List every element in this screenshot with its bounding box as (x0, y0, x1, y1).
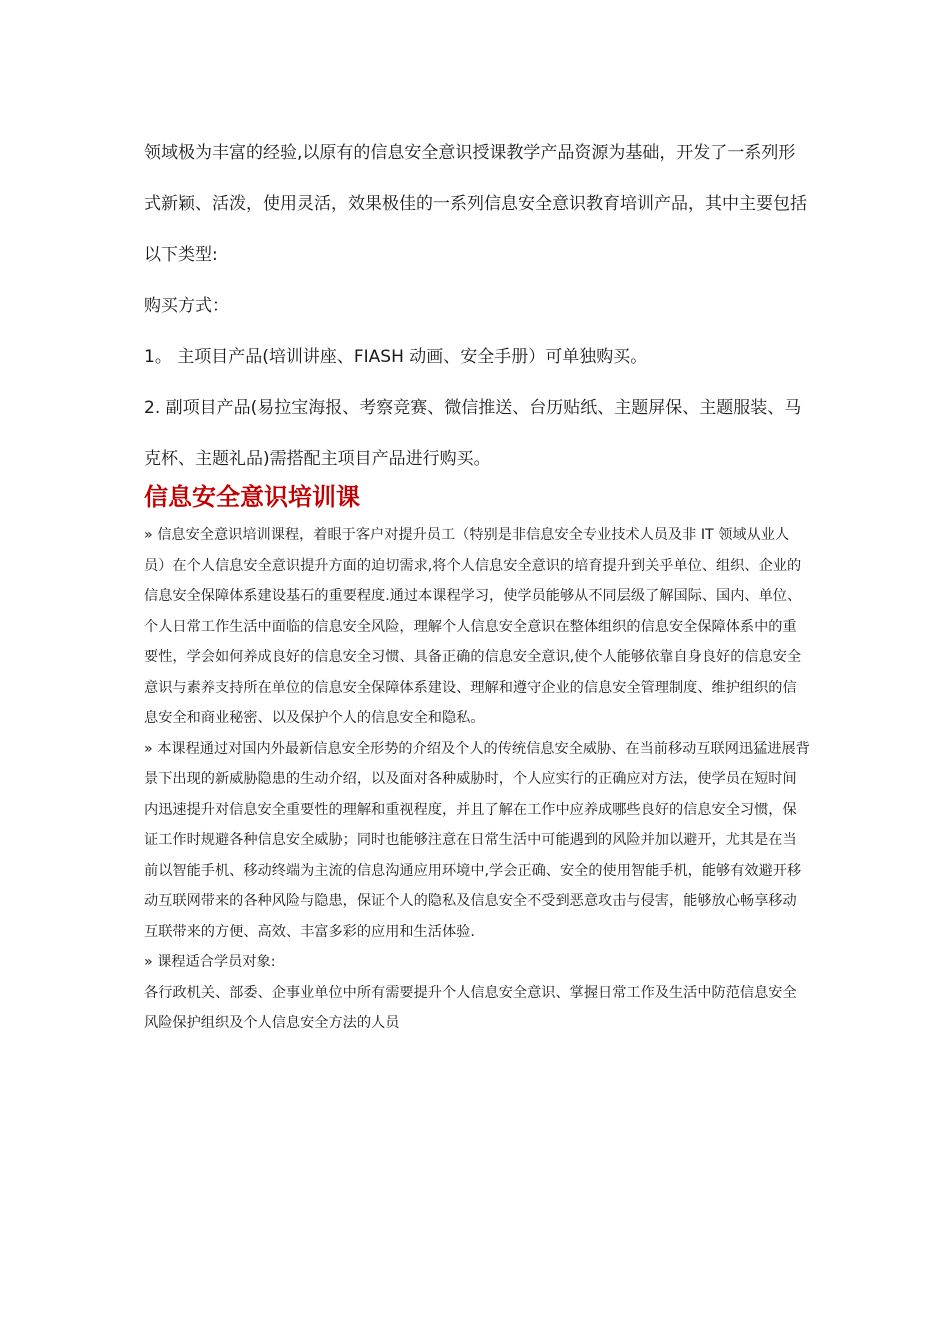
intro-section (144, 128, 810, 485)
purchase-label: 购买方式： (144, 296, 229, 316)
course-section (144, 520, 810, 1039)
purchase-item-1: 1。 主项目产品(培训讲座、FIASH 动画、安全手册）可单独购买。 (144, 347, 648, 367)
course-paragraph-1: » 信息安全意识培训课程，着眼于客户对提升员工（特别是非信息安全专业技术人员及非 IT 领域从业人员）在个人信息安全意识提升方面的迫切需求,将个人信息安全意识的培育提升到关乎单位、组织、企业的信息安全保障体系建设基石的重要程度.通过本课程学习，使学员能够从不同层级了解国际、国内、单位、个人日常工作生活中面临的信息安全风险，理解个人信息安全意识在整体组织的信息安全保障体系中的重要性，学会如何养成良好的信息安全习惯、具备正确的信息安全意识,使个人能够依靠自身良好的信息安全意识与素养支持所在单位的信息安全保障体系建设、理解和遵守企业的信息安全管理制度、维护组织的信息安全和商业秘密、以及保护个人的信息安全和隐私。 (144, 527, 802, 726)
audience-label: » 课程适合学员对象: (144, 954, 276, 970)
purchase-item-2: 2. 副项目产品(易拉宝海报、考察竞赛、微信推送、台历贴纸、主题屏保、主题服装、马克杯、主题礼品)需搭配主项目产品进行购买。 (144, 398, 802, 469)
section-title: 信息安全意识培训课 (144, 483, 360, 511)
audience-text: 各行政机关、部委、企事业单位中所有需要提升个人信息安全意识、掌握日常工作及生活中防范信息安全风险保护组织及个人信息安全方法的人员 (144, 984, 797, 1031)
course-paragraph-2: » 本课程通过对国内外最新信息安全形势的介绍及个人的传统信息安全威胁、在当前移动互联网迅猛进展背景下出现的新威胁隐患的生动介绍，以及面对各种威胁时，个人应实行的正确应对方法，使学员在短时间内迅速提升对信息安全重要性的理解和重视程度，并且了解在工作中应养成哪些良好的信息安全习惯，保证工作时规避各种信息安全威胁；同时也能够注意在日常生活中可能遇到的风险并加以避开，尤其是在当前以智能手机、移动终端为主流的信息沟通应用环境中,学会正确、安全的使用智能手机，能够有效避开移动互联网带来的各种风险与隐患，保证个人的隐私及信息安全不受到恶意攻击与侵害，能够放心畅享移动互联带来的方便、高效、丰富多彩的应用和生活体验. (144, 740, 810, 940)
intro-paragraph: 领域极为丰富的经验,以原有的信息安全意识授课教学产品资源为基础，开发了一系列形式新颖、活泼，使用灵活，效果极佳的一系列信息安全意识教育培训产品，其中主要包括以下类型: (144, 143, 807, 265)
